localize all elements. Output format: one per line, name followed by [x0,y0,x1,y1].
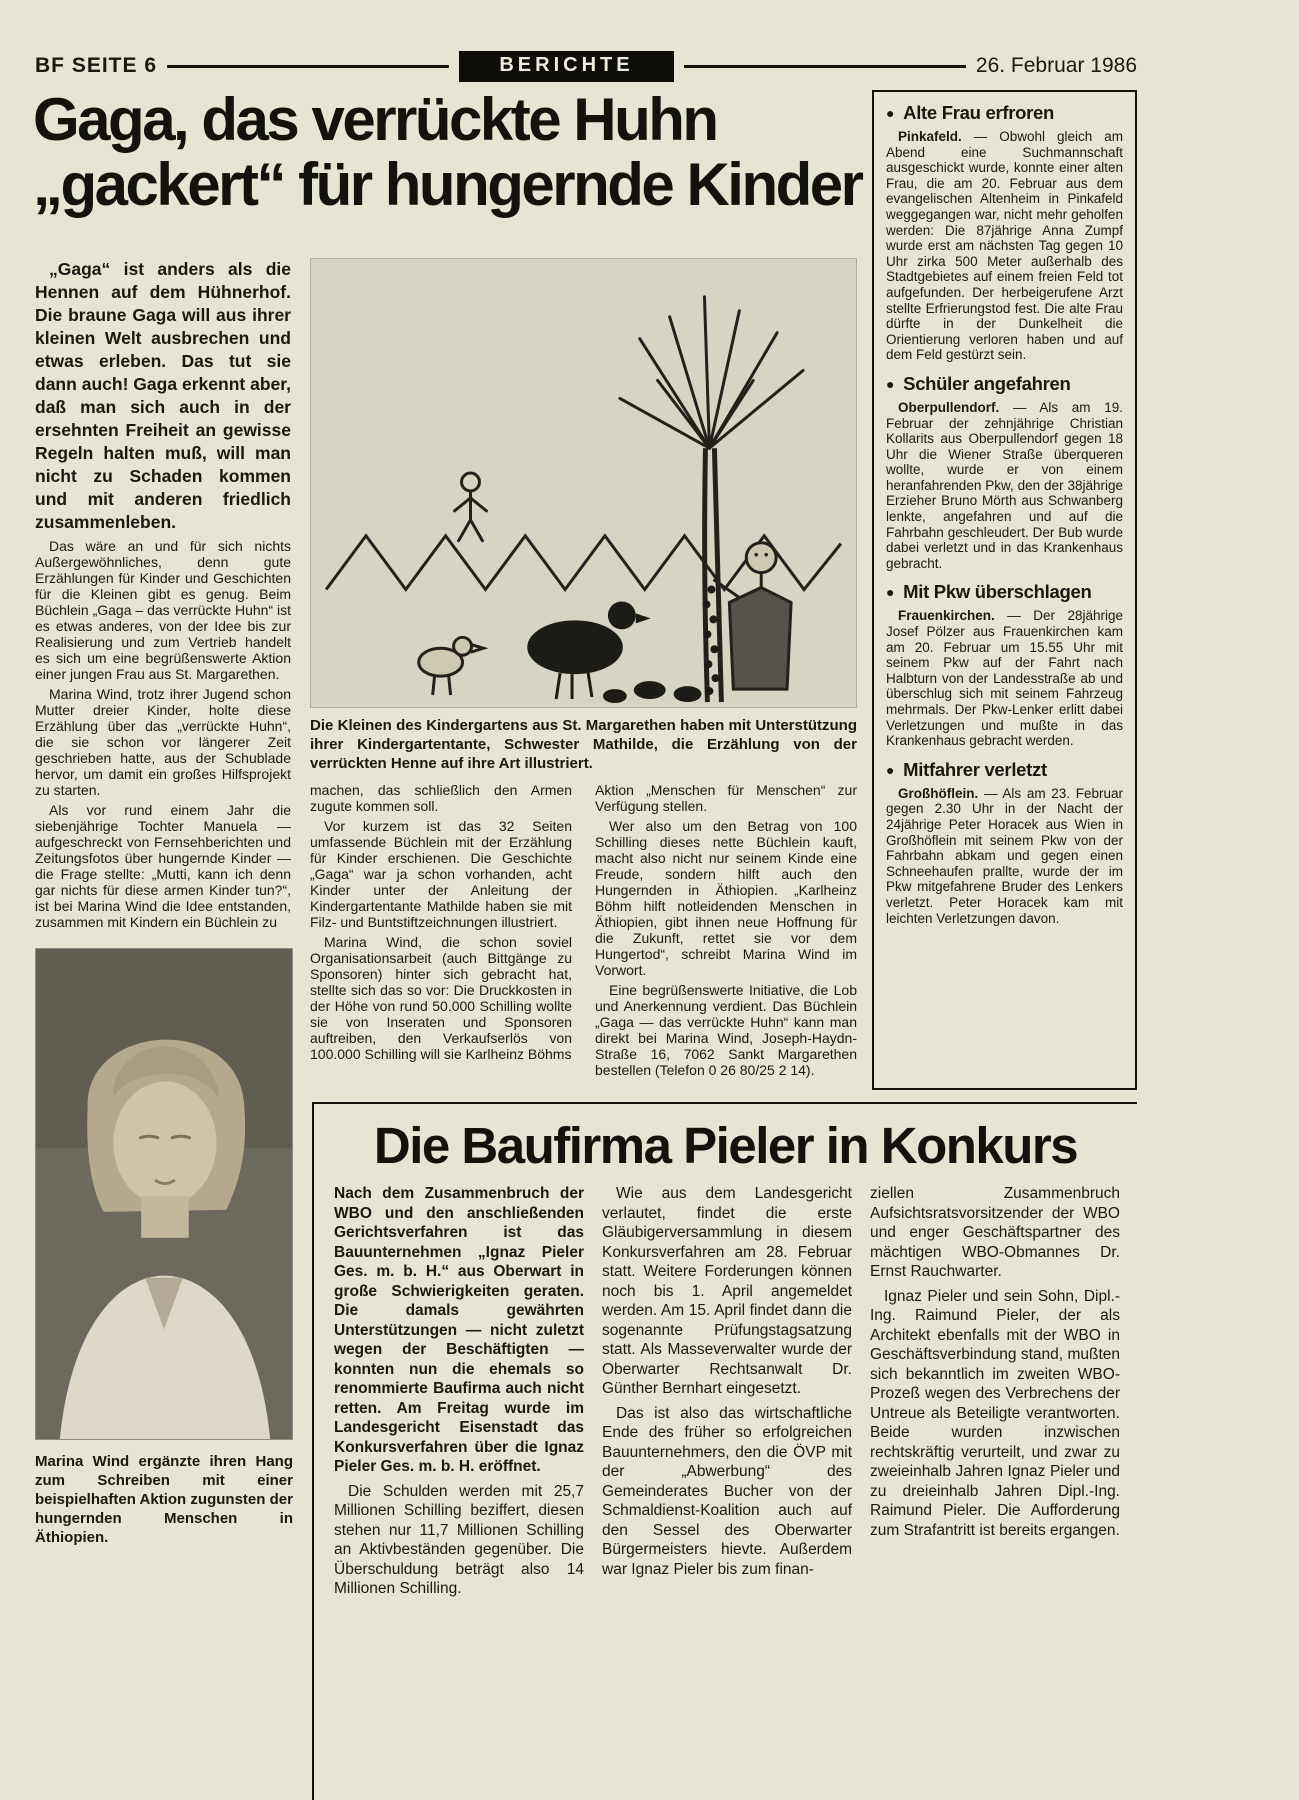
news-item-title-text: Mit Pkw überschlagen [903,581,1092,603]
body-paragraph: Aktion „Menschen für Menschen“ zur Verfügung stellen. [595,782,857,814]
body-paragraph: Das wäre an und für sich nichts Außergewöhnliches, denn gute Erzählungen für Kinder und Geschichten für die Kleinen gibt es genug. Beim Büchlein „Gaga – das verrückte Huhn“ ist es etwas anderes, von der Idee bis zur Realisierung und zum Vertrieb handelt es sich um eine begrüßenswerte Aktion einer jungen Frau aus St. Margarethen. [35,538,292,682]
main-headline-line1: Gaga, das verrückte Huhn [33,86,717,153]
news-item-place: Großhöflein. [898,785,979,801]
news-item-body: — Der 28jährige Josef Pölzer aus Frauenkirchen kam am 20. Februar um 15.55 Uhr mit seinem Pkw auf der Fahrt nach Halbturn von der Landesstraße ab und überschlug sich mit seinem Fahrzeug mehrmals. Der Pkw-Lenker erlitt dabei Verletzungen und mußte in das Krankenhaus gebracht werden. [886,608,1123,749]
body-paragraph: Das ist also das wirtschaftliche Ende des früher so erfolgreichen Bauunternehmers, den die ÖVP mit der „Abwerbung“ des Gemeinderates Bucher von der Schmaldienst-Koalition auch auf den Sessel des Oberwarter Bürgermeisters hievte. Außerdem war Ignaz Pieler bis zum finan- [602,1404,852,1578]
body-paragraph: Als vor rund einem Jahr die siebenjährige Tochter Manuela — aufgeschreckt von Fernsehberichten und Zeitungsfotos über hungernde Kinder — die Frage stellte: „Mutti, kann ich denn gar nichts für diese armen Kinder tun?“, ist bei Marina Wind die Idee entstanden, zusammen mit Kindern ein Büchlein zu [35,802,291,930]
masthead [35,50,1137,82]
bullet-icon: ● [886,105,895,121]
konkurs-column-3 [870,1184,1120,1545]
news-item [886,373,1123,572]
news-item-text [886,400,1123,572]
masthead-rule-left [167,65,449,68]
body-paragraph: Marina Wind, trotz ihrer Jugend schon Mutter dreier Kinder, holte diese Erzählung über das „verrückte Huhn“, die sie schon vor längerer Zeit geschrieben hatte, aus der Schublade hervor, um damit ein großes Hilfsprojekt zu starten. [35,686,291,798]
news-item [886,759,1123,926]
konkurs-lead-paragraph: Nach dem Zusammenbruch der WBO und den anschließenden Gerichtsverfahren ist das Bauunternehmen „Ignaz Pieler Ges. m. b. H.“ aus Oberwart in große Schwierigkeiten geraten. Die damals gewährten Unterstützungen — nicht zuletzt wegen der Beschäftigten — konnten nun die ehemals so renommierte Baufirma auch nicht retten. Am Freitag wurde im Landesgericht Eisenstadt das Konkursverfahren über die Ignaz Pieler Ges. m. b. H. eröffnet. [334,1185,584,1475]
children-drawing-photo [310,258,857,708]
masthead-rule-right [684,65,966,68]
body-paragraph: Die Schulden werden mit 25,7 Millionen Schilling beziffert, diesen stehen nur 11,7 Millionen Schilling an Aktivbeständen gegenüber. Die Überschuldung beträgt also 14 Millionen Schilling. [334,1482,584,1597]
news-item-title-text: Schüler angefahren [903,372,1071,394]
bullet-icon: ● [886,761,895,778]
news-item-title [886,581,1123,603]
body-paragraph: Vor kurzem ist das 32 Seiten umfassende Büchlein mit der Erzählung für Kinder erschienen. Die Geschichte „Gaga“ war ja schon vorhanden, acht Kinder unter der Anleitung der Kindergartentante Mathilde haben sie mit Filz- und Buntstiftzeichnungen illustriert. [310,818,572,930]
news-item-text [886,129,1123,363]
konkurs-column-2 [602,1184,852,1584]
body-paragraph: machen, das schließlich den Armen zugute kommen soll. [310,782,572,814]
news-item-title [886,102,1123,124]
issue-date: 26. Februar 1986 [975,54,1137,77]
news-item-title [886,373,1123,395]
body-paragraph: Wie aus dem Landesgericht verlautet, findet die erste Gläubigerversammlung in diesem Konkursverfahren am 28. Februar statt. Weitere Forderungen können noch bis 1. April angemeldet werden. Am 15. April findet dann die sogenannte Prüfungstagsatzung statt. Als Masseverwalter wurde der Oberwarter Rechtsanwalt Dr. Günther Bernhart eingesetzt. [602,1185,852,1397]
marina-wind-photo [35,948,293,1440]
news-item-body: — Als am 19. Februar der zehnjährige Christian Kollarits aus Oberpullendorf gegen 18 Uhr die Wiener Straße überqueren wollte, wurde er von einem heranfahrenden Pkw, den der 38jährige Erzieher Bruno Mörth aus Schwanberg lenkte, angefahren und auf die Fahrbahn geschleudert. Der Bub wurde dabei verletzt und in das Krankenhaus gebracht. [886,399,1123,571]
portrait-photo-illustration [36,949,292,1439]
photo-caption: Marina Wind ergänzte ihren Hang zum Schreiben mit einer beispielhaften Aktion zugunsten der hungernden Menschen in Äthiopien. [35,1453,293,1546]
konkurs-headline: Die Baufirma Pieler in Konkurs [373,1117,1078,1174]
bullet-icon: ● [886,584,895,601]
bullet-icon: ● [886,375,895,392]
article-column-2 [310,782,572,1066]
konkurs-article-box [312,1102,1137,1800]
main-headline [33,88,868,218]
section-badge: BERICHTE [459,51,673,82]
children-drawing-illustration [311,259,856,707]
news-item-place: Frauenkirchen. [898,608,995,624]
body-paragraph: Ignaz Pieler und sein Sohn, Dipl.-Ing. Raimund Pieler, der als Architekt ebenfalls mit der WBO in Geschäftsverbindung stand, mußten sich bekanntlich im zweiten WBO-Prozeß wegen des Verbrechens der Untreue als Beteiligte verantworten. Beide wurden inzwischen rechtskräftig verurteilt, und zwar zu zweieinhalb Jahren Ignaz Pieler und zu dreieinhalb Jahren Dipl.-Ing. Raimund Pieler. Die Aufforderung zum Strafantritt ist bereits ergangen. [870,1287,1120,1539]
news-item-place: Oberpullendorf. [898,399,1000,415]
news-item-title-text: Alte Frau erfroren [903,102,1055,123]
body-paragraph: Eine begrüßenswerte Initiative, die Lob und Anerkennung verdient. Das Büchlein „Gaga — das verrückte Huhn“ kann man direkt bei Marina Wind, Joseph-Haydn-Straße 16, 7062 Sankt Margarethen bestellen (Telefon 0 26 80/25 2 14). [595,982,857,1078]
news-briefs-box [872,90,1137,1090]
news-item-body: — Als am 23. Februar gegen 2.30 Uhr in der Nacht der 24jährige Peter Horacek aus Wien in Großhöflein mit seinem Pkw von der Fahrbahn abkam und gegen einen Schneehaufen prallte, wurde der im Pkw mitgefahrene Bruder des Lenkers verletzt. Peter Horacek kam mit leichten Verletzungen davon. [886,785,1123,926]
drawing-caption: Die Kleinen des Kindergartens aus St. Margarethen haben mit Unterstützung ihrer Kindergartentante, Schwester Mathilde, die Erzählung von der verrückten Henne auf ihre Art illustriert. [310,717,857,772]
konkurs-column-1 [334,1184,584,1604]
news-item-body: — Obwohl gleich am Abend eine Suchmannschaft ausgeschickt wurde, konnte einer alten Frau, die am 20. Februar aus dem evangelischen Altenheim in Pinkafeld weggegangen war, nicht mehr geholfen werden: Die 87jährige Anna Zumpf wurde erst am nächsten Tag gegen 10 Uhr zirka 500 Meter außerhalb des Stadtgebietes auf einem freien Feld tot aufgefunden. Der herbeigerufene Arzt stellte Erfrierungstod fest. Die alte Frau dürfte in der Dunkelheit die Orientierung verloren haben und auf dem Feld gestürzt sein. [886,129,1123,363]
body-paragraph: Wer also um den Betrag von 100 Schilling dieses nette Büchlein kauft, macht also nicht nur seinem Kinde eine Freude, sondern hilft auch den Hungernden in Äthiopien. „Karlheinz Böhm hilft notleidenden Menschen in Äthiopien, gibt ihnen neue Hoffnung für die Zukunft, rettet sie vor dem Hungertod“, schreibt Marina Wind im Vorwort. [595,818,857,978]
body-paragraph: Marina Wind, die schon soviel Organisationsarbeit (auch Bittgänge zu Sponsoren) hinter sich gebracht hat, stellte sich das so vor: Die Druckkosten in der Höhe von rund 50.000 Schilling wollte sie von Inseraten und Sponsoren auftreiben, den Verkaufserlös von 100.000 Schilling will sie Karlheinz Böhms [310,934,572,1062]
page-number-label: BF SEITE 6 [35,54,158,77]
news-item-place: Pinkafeld. [898,129,962,144]
main-headline-line2: „gackert“ für hungernde Kinder [33,150,862,218]
lead-paragraph: „Gaga“ ist anders als die Hennen auf dem Hühnerhof. Die braune Gaga will aus ihrer kleinen Welt ausbrechen und etwas erleben. Das tut sie dann auch! Gaga erkennt aber, daß man sich auch in der ersehnten Freiheit an gewisse Regeln halten muß, will man nicht zu Schaden kommen und mit anderen friedlich zusammenleben. [35,259,291,532]
article-column-3 [595,782,857,1082]
article-column-1 [35,258,291,934]
news-item [886,102,1123,363]
news-item-title-text: Mitfahrer verletzt [903,758,1047,780]
news-item [886,581,1123,748]
news-item-title [886,759,1123,781]
news-item-text [886,786,1123,926]
body-paragraph: ziellen Zusammenbruch Aufsichtsratsvorsitzender der WBO und enger Geschäftspartner des mächtigen WBO-Obmannes Dr. Ernst Rauchwarter. [870,1185,1120,1280]
news-item-text [886,608,1123,748]
